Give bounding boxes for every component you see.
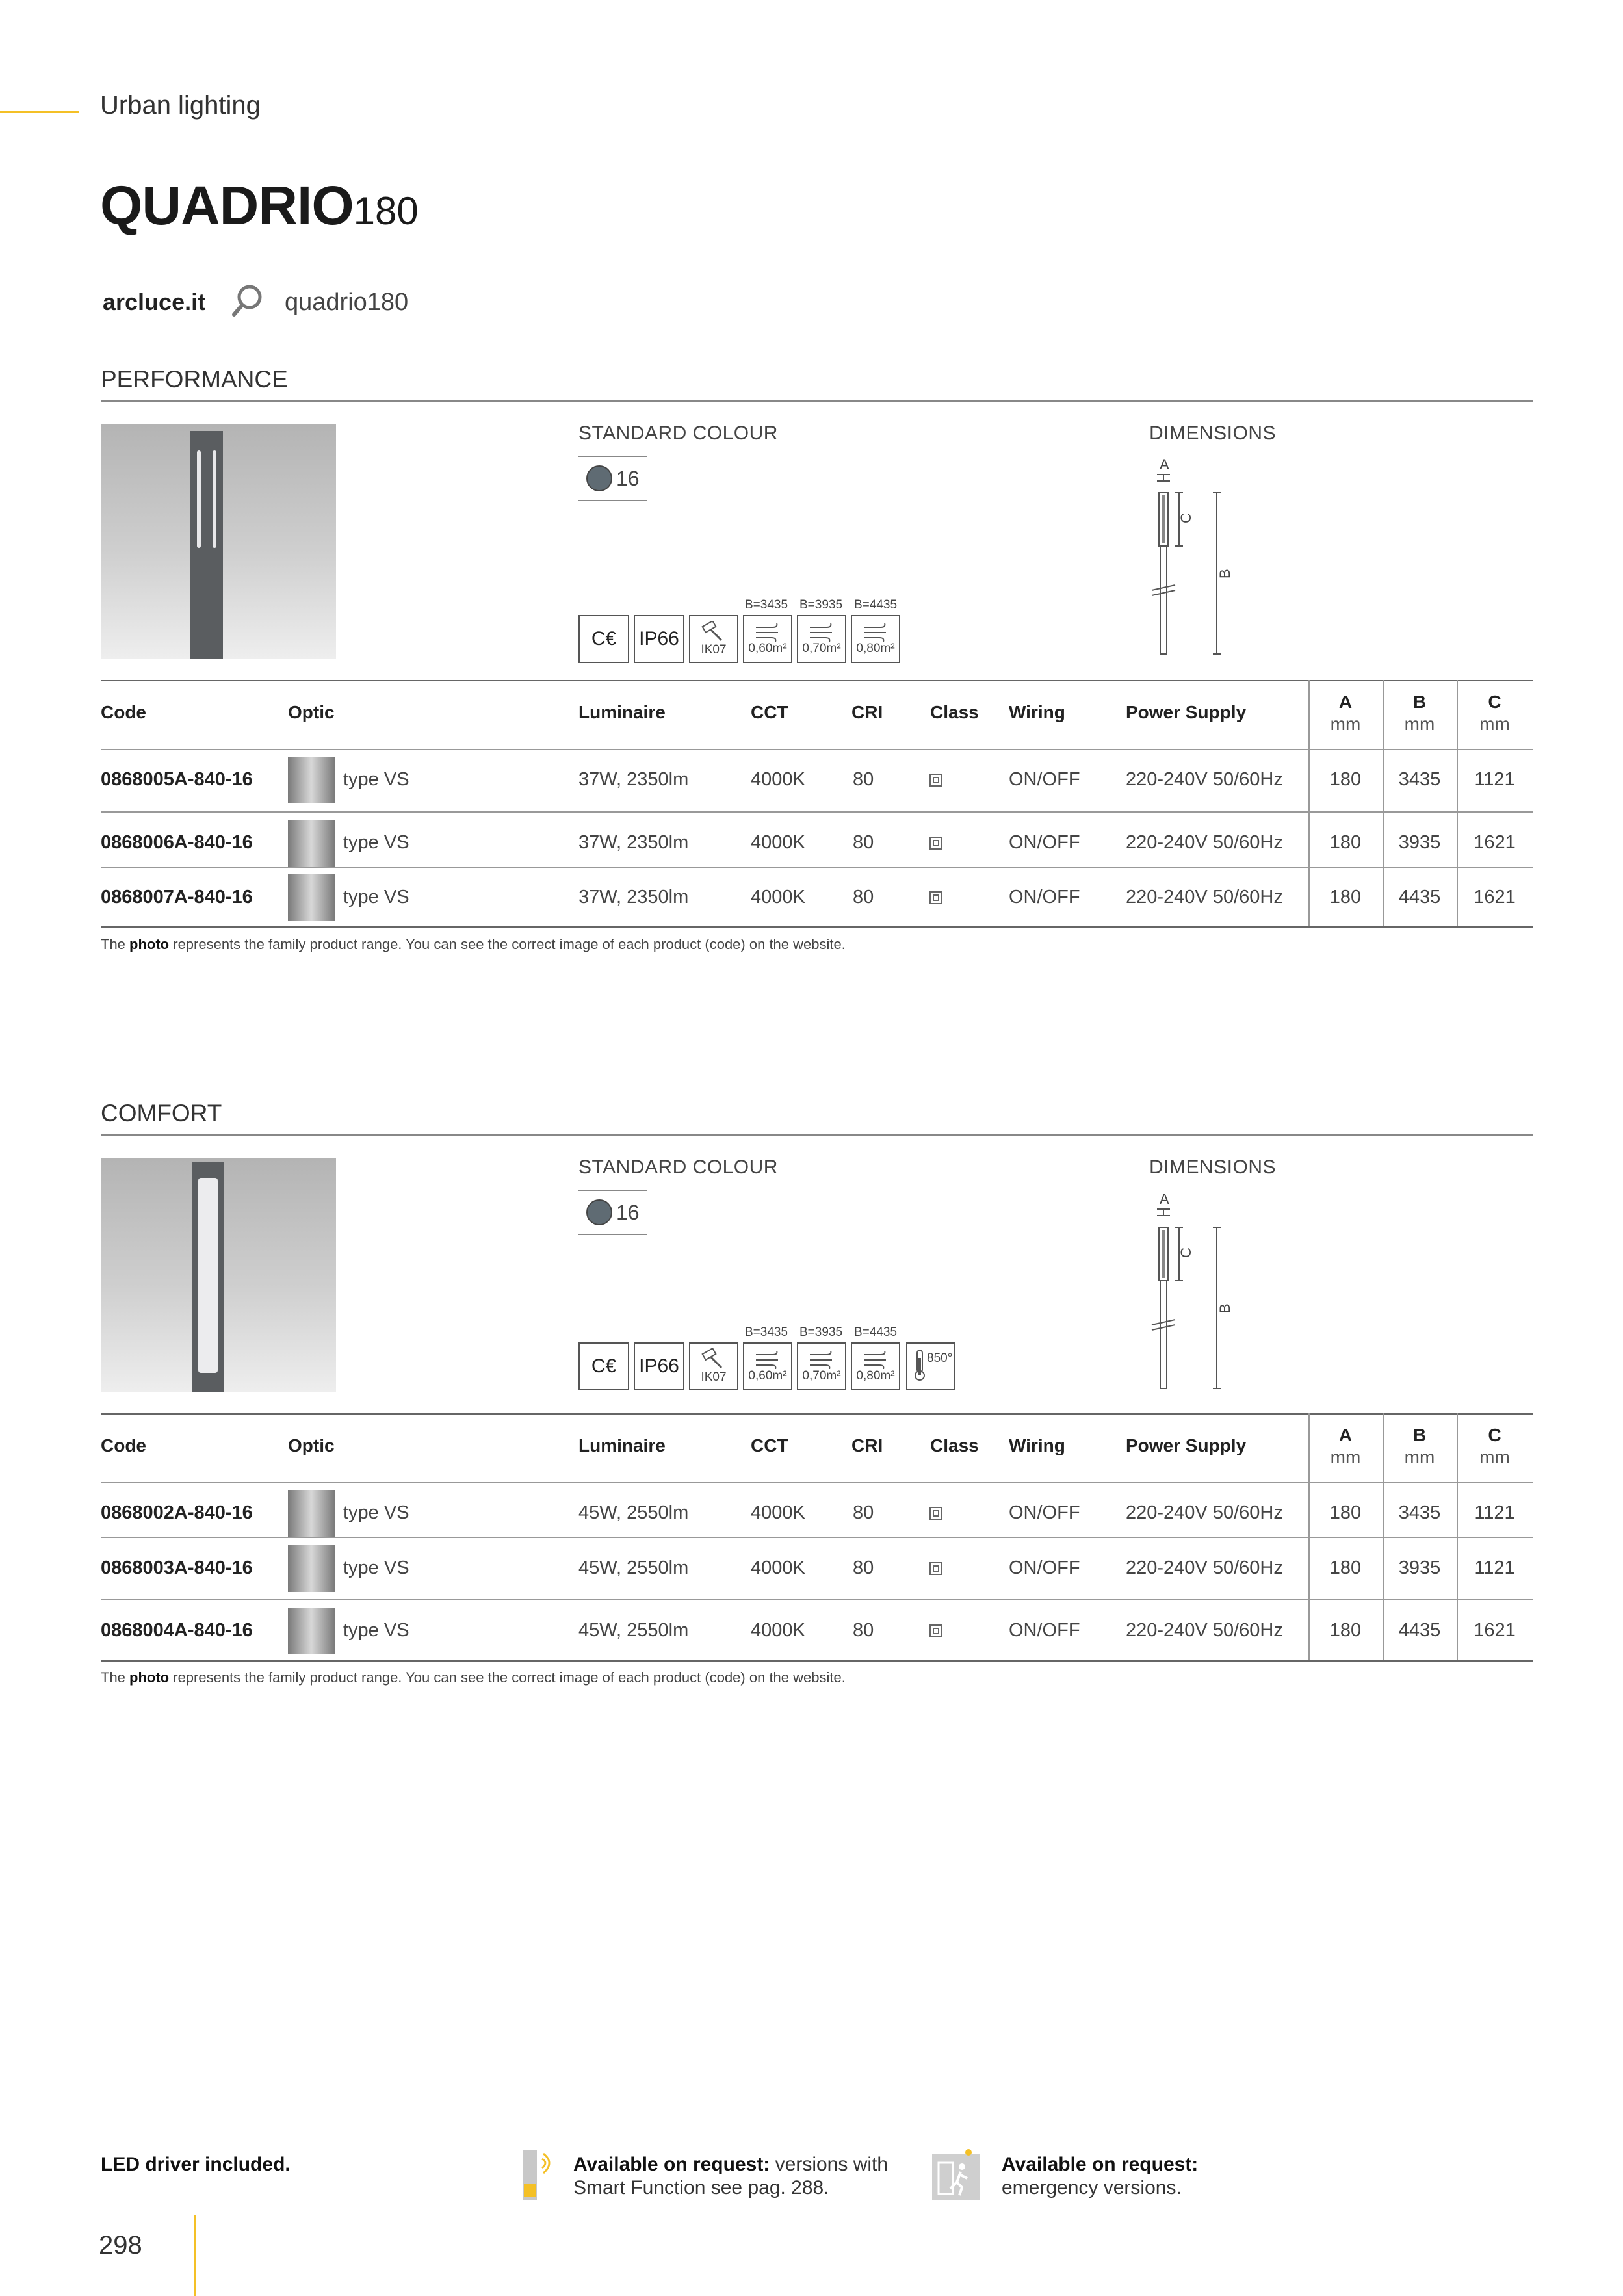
row-cri: 80	[853, 887, 874, 907]
row-cri: 80	[853, 1620, 874, 1641]
hammer-icon	[699, 621, 728, 643]
row-cct: 4000K	[751, 832, 805, 853]
title-main: QUADRIO	[100, 175, 354, 236]
row-b: 3435	[1398, 769, 1441, 790]
wind-area-label: 0,70m²	[802, 642, 841, 655]
page-number: 298	[99, 2231, 142, 2260]
row-code: 0868002A-840-16	[101, 1502, 253, 1523]
ip-rating: IP66	[634, 615, 684, 663]
table-header-line	[101, 749, 1533, 750]
standard-colour-label: STANDARD COLOUR	[578, 1156, 778, 1178]
col-header-b: B	[1412, 692, 1427, 712]
svg-text:B: B	[1217, 569, 1233, 579]
row-cct: 4000K	[751, 769, 805, 790]
colour-code: 16	[616, 1200, 640, 1224]
row-cri: 80	[853, 1502, 874, 1523]
wind-b-3: B=4435	[854, 1325, 898, 1339]
standard-colour-label: STANDARD COLOUR	[578, 423, 778, 444]
ik-label: IK07	[701, 1370, 727, 1384]
table-bottom-line	[101, 926, 1533, 928]
svg-text:A: A	[1160, 1191, 1169, 1207]
col-header-optic: Optic	[288, 1435, 335, 1455]
wind-area-2	[797, 615, 846, 663]
emergency-note: Available on request: emergency versions.	[1002, 2154, 1199, 2198]
smart-function-icon	[517, 2148, 560, 2202]
wind-b-2: B=3935	[799, 598, 843, 612]
row-b: 4435	[1398, 1620, 1441, 1641]
row-luminaire: 37W, 2350lm	[578, 887, 689, 907]
col-header-code: Code	[101, 702, 146, 722]
colour-swatch	[586, 465, 612, 491]
col-header-cct: CCT	[751, 702, 788, 722]
standard-colour-box	[578, 456, 647, 501]
row-wiring: ON/OFF	[1009, 1620, 1080, 1641]
row-optic: type VS	[343, 832, 409, 853]
optic-icon	[288, 1608, 335, 1654]
row-b: 4435	[1398, 887, 1441, 907]
row-luminaire: 37W, 2350lm	[578, 832, 689, 853]
dimensions-label: DIMENSIONS	[1149, 1156, 1277, 1178]
row-a: 180	[1329, 887, 1362, 907]
dimensions-label: DIMENSIONS	[1149, 423, 1277, 444]
row-b: 3935	[1398, 832, 1441, 853]
svg-text:C: C	[1178, 513, 1194, 523]
row-wiring: ON/OFF	[1009, 1558, 1080, 1578]
row-luminaire: 45W, 2550lm	[578, 1620, 689, 1641]
table-bottom-line	[101, 1660, 1533, 1662]
col-header-optic: Optic	[288, 702, 335, 722]
accent-rule-bottom	[194, 2215, 196, 2296]
row-cri: 80	[853, 769, 874, 790]
row-luminaire: 45W, 2550lm	[578, 1502, 689, 1523]
standard-colour-box	[578, 1190, 647, 1235]
title-suffix: 180	[353, 189, 419, 233]
col-header-cri: CRI	[851, 1435, 883, 1455]
ce-mark: C€	[578, 1342, 629, 1390]
wind-area-label: 0,60m²	[748, 1369, 787, 1383]
row-code: 0868004A-840-16	[101, 1620, 253, 1641]
row-code: 0868006A-840-16	[101, 832, 253, 853]
wind-icon	[861, 1350, 890, 1369]
wind-b-3: B=4435	[854, 598, 898, 612]
col-header-luminaire: Luminaire	[578, 702, 666, 722]
wind-area-label: 0,80m²	[856, 1369, 895, 1383]
section-title-performance: PERFORMANCE	[101, 366, 288, 393]
row-wiring: ON/OFF	[1009, 832, 1080, 853]
row-power: 220-240V 50/60Hz	[1126, 887, 1283, 907]
category-label: Urban lighting	[100, 91, 261, 120]
optic-icon	[288, 874, 335, 921]
row-a: 180	[1329, 1558, 1362, 1578]
col-unit-a: mm	[1330, 1447, 1361, 1467]
row-cri: 80	[853, 1558, 874, 1578]
svg-text:A: A	[1160, 456, 1169, 473]
wind-icon	[807, 622, 836, 642]
wind-area-3	[851, 1342, 900, 1390]
table-row-line	[101, 811, 1533, 813]
row-optic: type VS	[343, 769, 409, 790]
optic-icon	[288, 820, 335, 867]
class-ii-icon	[929, 891, 942, 904]
table-row-line	[101, 1537, 1533, 1538]
row-code: 0868003A-840-16	[101, 1558, 253, 1578]
ip-rating: IP66	[634, 1342, 684, 1390]
colour-swatch	[586, 1199, 612, 1225]
row-c: 1621	[1474, 887, 1516, 907]
thermometer-icon	[913, 1349, 927, 1381]
accent-rule-top	[0, 111, 79, 113]
row-c: 1121	[1474, 1558, 1515, 1578]
col-unit-b: mm	[1404, 714, 1435, 734]
row-wiring: ON/OFF	[1009, 887, 1080, 907]
wind-b-1: B=3435	[745, 1325, 788, 1339]
table-row-line	[101, 1599, 1533, 1600]
search-icon[interactable]	[230, 283, 264, 319]
row-optic: type VS	[343, 1502, 409, 1523]
temperature-rating	[906, 1342, 955, 1390]
row-a: 180	[1329, 769, 1362, 790]
wind-area-label: 0,60m²	[748, 642, 787, 655]
table-top-line	[101, 680, 1533, 681]
smart-function-note: Available on request: versions with Smart Function see pag. 288.	[573, 2154, 889, 2198]
wind-icon	[753, 622, 782, 642]
col-header-a: A	[1338, 1425, 1353, 1445]
col-header-power-supply: Power Supply	[1126, 702, 1247, 722]
col-header-c: C	[1488, 1425, 1501, 1445]
class-ii-icon	[929, 1507, 942, 1520]
optic-icon	[288, 1490, 335, 1537]
row-power: 220-240V 50/60Hz	[1126, 1558, 1283, 1578]
col-header-c: C	[1488, 692, 1501, 712]
ik-label: IK07	[701, 643, 727, 657]
ik-rating	[689, 1342, 738, 1390]
section-divider	[101, 400, 1533, 402]
dimensions-diagram	[1144, 1190, 1254, 1391]
wind-area-3	[851, 615, 900, 663]
class-ii-icon	[929, 837, 942, 850]
wind-icon	[861, 622, 890, 642]
svg-text:C: C	[1178, 1247, 1194, 1258]
row-b: 3435	[1398, 1502, 1441, 1523]
temperature-label: 850°	[927, 1351, 953, 1365]
col-header-power-supply: Power Supply	[1126, 1435, 1247, 1455]
col-header-cri: CRI	[851, 702, 883, 722]
row-cri: 80	[853, 832, 874, 853]
row-cct: 4000K	[751, 887, 805, 907]
ik-rating	[689, 615, 738, 663]
class-ii-icon	[929, 1624, 942, 1637]
wind-icon	[753, 1350, 782, 1369]
optic-icon	[288, 1545, 335, 1592]
row-c: 1121	[1474, 769, 1515, 790]
emergency-exit-icon	[931, 2148, 984, 2202]
photo-note: The photo represents the family product range. You can see the correct image of each product (code) on the website.	[101, 936, 846, 952]
table-top-line	[101, 1413, 1533, 1415]
col-header-a: A	[1338, 692, 1353, 712]
col-header-luminaire: Luminaire	[578, 1435, 666, 1455]
row-cct: 4000K	[751, 1502, 805, 1523]
ce-mark: C€	[578, 615, 629, 663]
col-unit-b: mm	[1404, 1447, 1435, 1467]
colour-code: 16	[616, 466, 640, 490]
row-c: 1121	[1474, 1502, 1515, 1523]
row-a: 180	[1329, 1620, 1362, 1641]
wind-area-1	[743, 615, 792, 663]
col-unit-c: mm	[1479, 714, 1510, 734]
wind-icon	[807, 1350, 836, 1369]
dimensions-diagram	[1144, 455, 1254, 657]
photo-note: The photo represents the family product range. You can see the correct image of each product (code) on the website.	[101, 1669, 846, 1686]
col-header-class: Class	[930, 1435, 979, 1455]
row-c: 1621	[1474, 832, 1516, 853]
search-code[interactable]: quadrio180	[285, 289, 409, 316]
product-photo-performance	[101, 424, 336, 659]
row-power: 220-240V 50/60Hz	[1126, 832, 1283, 853]
row-luminaire: 37W, 2350lm	[578, 769, 689, 790]
wind-b-1: B=3435	[745, 598, 788, 612]
row-c: 1621	[1474, 1620, 1516, 1641]
product-photo-comfort	[101, 1158, 336, 1392]
col-header-wiring: Wiring	[1009, 702, 1065, 722]
led-driver-note: LED driver included.	[101, 2154, 291, 2175]
row-optic: type VS	[343, 1558, 409, 1578]
row-optic: type VS	[343, 887, 409, 907]
product-title	[100, 174, 419, 237]
row-wiring: ON/OFF	[1009, 1502, 1080, 1523]
col-unit-a: mm	[1330, 714, 1361, 734]
class-ii-icon	[929, 1562, 942, 1575]
table-header-line	[101, 1482, 1533, 1483]
row-code: 0868005A-840-16	[101, 769, 253, 790]
wind-area-label: 0,70m²	[802, 1369, 841, 1383]
row-optic: type VS	[343, 1620, 409, 1641]
row-power: 220-240V 50/60Hz	[1126, 769, 1283, 790]
hammer-icon	[699, 1348, 728, 1370]
col-header-code: Code	[101, 1435, 146, 1455]
col-header-cct: CCT	[751, 1435, 788, 1455]
col-header-class: Class	[930, 702, 979, 722]
class-ii-icon	[929, 774, 942, 787]
col-header-wiring: Wiring	[1009, 1435, 1065, 1455]
wind-area-label: 0,80m²	[856, 642, 895, 655]
website-label[interactable]: arcluce.it	[103, 289, 206, 315]
section-title-comfort: COMFORT	[101, 1100, 222, 1127]
row-wiring: ON/OFF	[1009, 769, 1080, 790]
row-a: 180	[1329, 832, 1362, 853]
wind-area-2	[797, 1342, 846, 1390]
row-code: 0868007A-840-16	[101, 887, 253, 907]
row-a: 180	[1329, 1502, 1362, 1523]
section-divider	[101, 1134, 1533, 1136]
optic-icon	[288, 757, 335, 803]
row-luminaire: 45W, 2550lm	[578, 1558, 689, 1578]
col-header-b: B	[1412, 1425, 1427, 1445]
table-row-line	[101, 867, 1533, 868]
row-b: 3935	[1398, 1558, 1441, 1578]
wind-b-2: B=3935	[799, 1325, 843, 1339]
svg-text:B: B	[1217, 1303, 1233, 1313]
col-unit-c: mm	[1479, 1447, 1510, 1467]
row-cct: 4000K	[751, 1620, 805, 1641]
row-cct: 4000K	[751, 1558, 805, 1578]
wind-area-1	[743, 1342, 792, 1390]
row-power: 220-240V 50/60Hz	[1126, 1502, 1283, 1523]
row-power: 220-240V 50/60Hz	[1126, 1620, 1283, 1641]
